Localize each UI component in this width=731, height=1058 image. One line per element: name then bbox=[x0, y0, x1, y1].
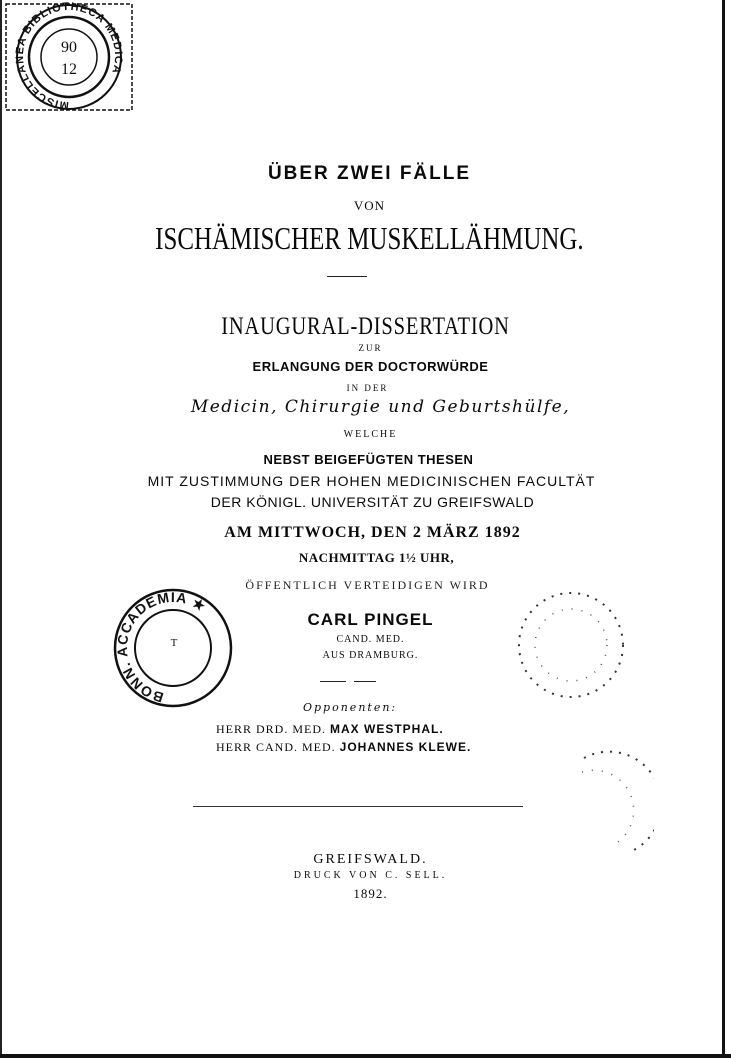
title-line-3: ISCHÄMISCHER MUSKELLÄHMUNG. bbox=[155, 220, 584, 256]
author-name: CARL PINGEL bbox=[307, 610, 434, 629]
opponent-1-title: HERR DRD. MED. bbox=[216, 722, 327, 736]
author-origin: AUS DRAMBURG. bbox=[322, 650, 419, 661]
imprint-year: 1892. bbox=[353, 886, 388, 901]
dissertation-heading: INAUGURAL-DISSERTATION bbox=[221, 313, 510, 340]
dissertation-theses: NEBST BEIGEFÜGTEN THESEN bbox=[263, 452, 474, 467]
dissertation-zur: ZUR bbox=[358, 343, 383, 353]
library-stamp-center-top: 90 bbox=[61, 39, 77, 56]
academy-stamp-center: T bbox=[170, 637, 178, 649]
svg-text:BONN. ACCADEMIA ★ bbox=[114, 589, 210, 706]
opponent-2 bbox=[216, 740, 471, 755]
author-divider-left bbox=[320, 681, 346, 682]
author-divider-right bbox=[354, 681, 376, 682]
scan-edge-bottom bbox=[0, 1054, 731, 1058]
dissertation-fields: Medicin, Chirurgie und Geburtshülfe, bbox=[190, 397, 571, 417]
title-line-2: VON bbox=[353, 198, 386, 213]
dissertation-welche: WELCHE bbox=[343, 429, 398, 440]
author-degree: CAND. MED. bbox=[336, 634, 405, 645]
academy-stamp bbox=[108, 588, 238, 708]
dissertation-university: DER KÖNIGL. UNIVERSITÄT ZU GREIFSWALD bbox=[210, 494, 535, 510]
imprint-divider bbox=[193, 806, 523, 807]
opponents-label: Opponenten: bbox=[303, 701, 398, 714]
academy-stamp-ring-text: BONN. ACCADEMIA ★ bbox=[113, 588, 210, 706]
title-line-1: ÜBER ZWEI FÄLLE bbox=[267, 163, 472, 184]
library-stamp-center-bottom: 12 bbox=[61, 61, 77, 78]
opponent-1-name: MAX WESTPHAL. bbox=[330, 722, 444, 736]
imprint-city: GREIFSWALD. bbox=[313, 852, 428, 867]
imprint-printer: DRUCK VON C. SELL. bbox=[293, 870, 448, 881]
opponent-1 bbox=[216, 722, 444, 737]
title-divider bbox=[327, 276, 367, 277]
dissertation-defense: ÖFFENTLICH VERTEIDIGEN WIRD bbox=[245, 578, 490, 592]
faint-stamp-right bbox=[506, 590, 636, 700]
faint-stamp-lower-right bbox=[574, 750, 654, 860]
dissertation-in-der: IN DER bbox=[346, 383, 389, 393]
svg-text:MISCELLANEA BIBLIOTHECA MEDICA bbox=[14, 2, 124, 111]
dissertation-purpose: ERLANGUNG DER DOCTORWÜRDE bbox=[252, 359, 489, 374]
opponent-2-title: HERR CAND. MED. bbox=[216, 740, 336, 754]
dissertation-consent: MIT ZUSTIMMUNG DER HOHEN MEDICINISCHEN FACULTÄT bbox=[147, 473, 596, 489]
opponent-2-name: JOHANNES KLEWE. bbox=[339, 740, 472, 754]
dissertation-date: AM MITTWOCH, DEN 2 MÄRZ 1892 bbox=[224, 524, 521, 541]
library-stamp-ring-text: MISCELLANEA BIBLIOTHECA MEDICA bbox=[13, 2, 125, 112]
library-stamp bbox=[4, 2, 134, 112]
dissertation-time: NACHMITTAG 1½ UHR, bbox=[298, 550, 455, 565]
